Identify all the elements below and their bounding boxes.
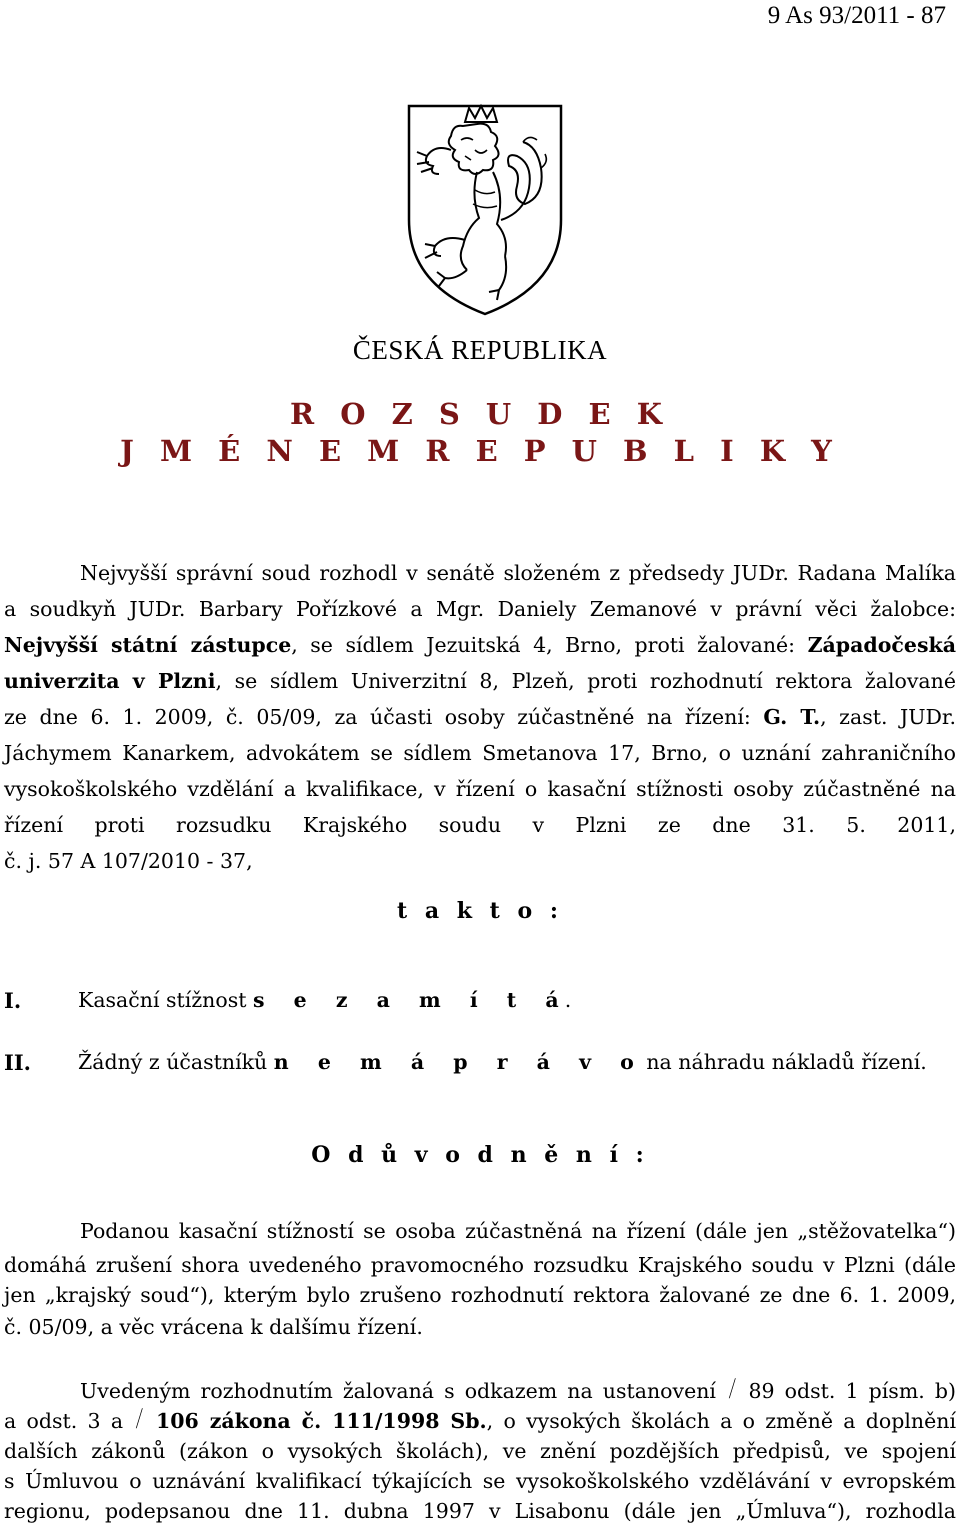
intro-line-5-text-b: , zast. JUDr. — [820, 705, 956, 729]
intro-line-5 — [4, 702, 956, 732]
p2-line-2 — [4, 1404, 956, 1436]
intro-line-6: Jáchymem Kanarkem, advokátem se sídlem Smetanova 17, Brno, o uznání zahraničního — [4, 741, 956, 765]
p2-line-1-ref: 89 odst. 1 písm. b) — [748, 1379, 956, 1403]
verdict-1-text: Kasační stížnost — [78, 988, 253, 1012]
p1-line-1: Podanou kasační stížností se osoba zúčastněná na řízení (dále jen „stěžovatelka“) — [80, 1219, 956, 1243]
intro-line-1: Nejvyšší správní soud rozhodl v senátě složeném z předsedy JUDr. Radana Malíka — [80, 561, 956, 585]
intro-line-5-text-a: ze dne 6. 1. 2009, č. 05/09, za účasti osoby zúčastněné na řízení: — [4, 705, 764, 729]
case-reference: 9 As 93/2011 - 87 — [767, 2, 946, 29]
p2-line-2-rest: , o vysokých školách a o změně a doplnění — [486, 1409, 956, 1433]
section-sign-icon: / — [135, 1402, 144, 1435]
p2-line-4: s Úmluvou o uznávání kvalifikací týkajících se vysokoškolského vzdělávání v evropském — [4, 1469, 956, 1493]
intro-line-4 — [4, 666, 956, 696]
judgment-title: R O Z S U D E K — [290, 397, 670, 431]
country-name: ČESKÁ REPUBLIKA — [352, 335, 608, 365]
section-sign-icon: / — [728, 1372, 737, 1405]
verdict-2-text: Žádný z účastníků — [78, 1050, 274, 1074]
plaintiff-name: Nejvyšší státní zástupce — [4, 633, 292, 657]
intro-line-3-text: , se sídlem Jezuitská 4, Brno, proti žalované: — [291, 633, 808, 657]
intro-line-7: vysokoškolského vzdělání a kvalifikace, v řízení o kasační stížnosti osoby zúčastněné na — [4, 777, 956, 801]
p2-line-1-text: Uvedeným rozhodnutím žalovaná s odkazem na ustanovení — [80, 1379, 716, 1403]
verdict-number-1: I. — [4, 988, 22, 1013]
verdict-item-2 — [78, 1050, 927, 1074]
p1-line-2: domáhá zrušení shora uvedeného pravomocného rozsudku Krajského soudu v Plzni (dále — [4, 1253, 956, 1277]
verdict-number-2: II. — [4, 1050, 31, 1075]
law-reference: 106 zákona č. 111/1998 Sb. — [156, 1409, 487, 1433]
reasoning-heading: O d ů v o d n ě n í : — [311, 1142, 649, 1168]
defendant-name-part-1: Západočeská — [807, 633, 956, 657]
intro-line-4-text: , se sídlem Univerzitní 8, Plzeň, proti rozhodnutí rektora žalované — [215, 669, 956, 693]
defendant-name-part-2: univerzita v Plzni — [4, 669, 216, 693]
p2-line-2-text: a odst. 3 a — [4, 1409, 124, 1433]
intro-line-3 — [4, 630, 956, 660]
intro-line-8: řízení proti rozsudku Krajského soudu v Plzni ze dne 31. 5. 2011, — [4, 813, 956, 837]
p1-line-4: č. 05/09, a věc vrácena k dalšímu řízení. — [4, 1315, 423, 1339]
p1-line-3: jen „krajský soud“), kterým bylo zrušeno rozhodnutí rektora žalované ze dne 6. 1. 2009, — [4, 1283, 956, 1307]
verdict-2-end: na náhradu nákladů řízení. — [639, 1050, 927, 1074]
p2-line-5: regionu, podepsanou dne 11. dubna 1997 v Lisabonu (dále jen „Úmluva“), rozhodla — [4, 1499, 956, 1523]
intro-line-2: a soudkyň JUDr. Barbary Pořízkové a Mgr. Daniely Zemanové v právní věci žalobce: — [4, 597, 956, 621]
p2-line-3: dalších zákonů (zákon o vysokých školách), ve znění pozdějších předpisů, ve spojení — [4, 1439, 956, 1463]
intro-line-9: č. j. 57 A 107/2010 - 37, — [4, 849, 253, 873]
verdict-1-emphasis: s e z a m í t á — [252, 988, 565, 1012]
takto-heading: t a k t o : — [397, 898, 563, 924]
verdict-1-end: . — [564, 988, 572, 1012]
judgment-subtitle: J M É N E M R E P U B L I K Y — [120, 434, 840, 468]
czech-coat-of-arms-lion-icon — [405, 100, 565, 318]
verdict-item-1 — [78, 988, 571, 1012]
p2-line-1 — [80, 1374, 956, 1406]
participant-initials: G. T. — [763, 705, 821, 729]
verdict-2-emphasis: n e m á p r á v o — [273, 1050, 640, 1074]
